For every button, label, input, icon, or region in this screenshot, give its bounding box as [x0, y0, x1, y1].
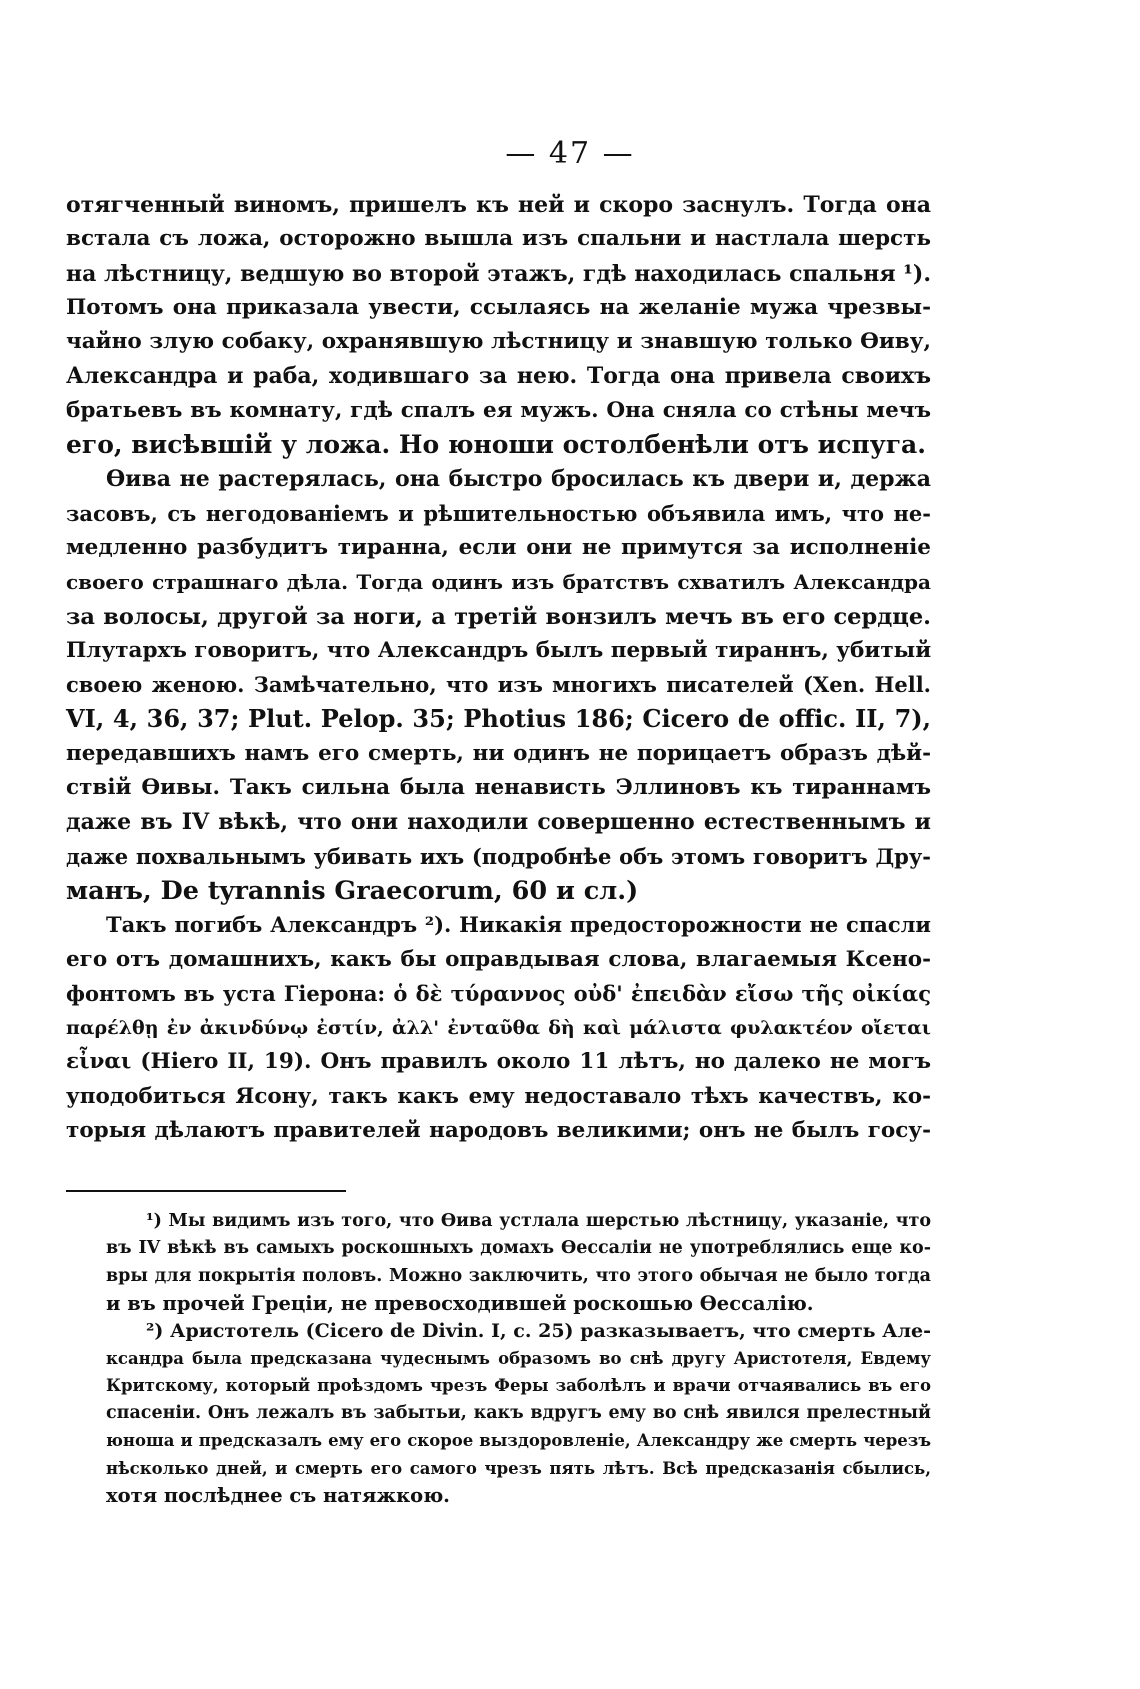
- text-line: εἶναι (Hiero II, 19). Онъ правилъ около 11 лѣтъ, но далеко не могъ: [66, 1049, 931, 1075]
- paragraph-2: [66, 462, 931, 908]
- text-line: даже похвальнымъ убивать ихъ (подробнѣе объ этомъ говоритъ Дру-: [66, 843, 931, 869]
- text-line: встала съ ложа, осторожно вышла изъ спальни и настлала шерсть: [66, 226, 931, 252]
- footnote-separator: [66, 1190, 346, 1192]
- text-line: за волосы, другой за ноги, а третій вонзилъ мечъ въ его сердце.: [66, 603, 931, 630]
- footnote-line: хотя послѣднее съ натяжкою.: [106, 1484, 450, 1508]
- text-line: Александра и раба, ходившаго за нею. Тогда она привела своихъ: [66, 363, 931, 390]
- text-line: торыя дѣлаютъ правителей народовъ великими; онъ не былъ госу-: [66, 1118, 931, 1144]
- footnote-line: нѣсколько дней, и смерть его самого чрезъ пять лѣтъ. Всѣ предсказанія сбылись,: [106, 1458, 931, 1478]
- paragraph-1: [66, 188, 931, 462]
- text-line: уподобиться Ясону, такъ какъ ему недоставало тѣхъ качествъ, ко-: [66, 1083, 931, 1109]
- footnote-line: спасеніи. Онъ лежалъ въ забытьи, какъ вдругъ ему во снѣ явился прелестный: [106, 1402, 931, 1423]
- footnote-2: [66, 1318, 931, 1510]
- footnote-line: вры для покрытія половъ. Можно заключить, что этого обычая не было тогда: [106, 1265, 931, 1286]
- footnote-line: ксандра была предсказана чудеснымъ образомъ во снѣ другу Аристотеля, Евдему: [106, 1349, 931, 1369]
- footnote-line: ¹) Мы видимъ изъ того, что Өива устлала шерстью лѣстницу, указаніе, что: [146, 1211, 931, 1231]
- text-line: Потомъ она приказала увести, ссылаясь на желаніе мужа чрезвы-: [66, 294, 931, 320]
- text-line: даже въ IV вѣкѣ, что они находили совершенно естественнымъ и: [66, 809, 931, 836]
- text-line: его, висѣвшій у ложа. Но юноши остолбенѣли отъ испуга.: [66, 430, 926, 460]
- text-line: манъ, De tyrannis Graecorum, 60 и сл.): [66, 875, 639, 906]
- text-line: фонтомъ въ уста Гіерона: ὁ δὲ τύραννος οὐδ' ἐπειδὰν εἴσω τῆς οἰκίας: [66, 980, 931, 1006]
- text-line: братьевъ въ комнату, гдѣ спалъ ея мужъ. Она сняла со стѣны мечъ: [66, 397, 931, 423]
- footnote-line: ²) Аристотель (Cicero de Divin. I, c. 25) разказываетъ, что смерть Але-: [146, 1319, 931, 1342]
- text-line: VI, 4, 36, 37; Plut. Pelop. 35; Photius 186; Cicero de offic. II, 7),: [66, 704, 931, 734]
- text-line: медленно разбудитъ тиранна, если они не примутся за исполненіе: [66, 534, 931, 560]
- text-line: Өива не растерялась, она быстро бросилась къ двери и, держа: [106, 466, 931, 493]
- text-line: своею женою. Замѣчательно, что изъ многихъ писателей (Xen. Hell.: [66, 672, 931, 698]
- page-number: — 47 —: [505, 136, 635, 171]
- text-line: его отъ домашнихъ, какъ бы оправдывая слова, влагаемыя Ксено-: [66, 946, 931, 972]
- footnote-1: [66, 1208, 931, 1318]
- text-line: засовъ, съ негодованіемъ и рѣшительностью объявила имъ, что не-: [66, 500, 931, 526]
- footnote-line: Критскому, который проѣздомъ чрезъ Феры заболѣлъ и врачи отчаявались въ его: [106, 1376, 931, 1396]
- main-text: [66, 188, 931, 1148]
- text-line: ствій Өивы. Такъ сильна была ненависть Эллиновъ къ тираннамъ: [66, 775, 931, 801]
- text-line: Такъ погибъ Александръ ²). Никакія предосторожности не спасли: [106, 912, 931, 938]
- text-line: на лѣстницу, ведшую во второй этажъ, гдѣ находилась спальня ¹).: [66, 260, 931, 287]
- footnote-line: въ IV вѣкѣ въ самыхъ роскошныхъ домахъ Өессаліи не употреблялись еще ко-: [106, 1238, 931, 1259]
- text-line: чайно злую собаку, охранявшую лѣстницу и знавшую только Өиву,: [66, 329, 931, 355]
- footnote-line: и въ прочей Греціи, не превосходившей роскошью Өессалію.: [106, 1292, 814, 1316]
- text-line: своего страшнаго дѣла. Тогда одинъ изъ братствъ схватилъ Александра: [66, 570, 931, 595]
- footnote-line: юноша и предсказалъ ему его скорое выздоровленіе, Александру же смерть черезъ: [106, 1431, 931, 1451]
- text-line: отягченный виномъ, пришелъ къ ней и скоро заснулъ. Тогда она: [66, 192, 931, 218]
- paragraph-3: [66, 908, 931, 1148]
- footnotes: [66, 1208, 931, 1509]
- text-line: передавшихъ намъ его смерть, ни одинъ не порицаетъ образъ дѣй-: [66, 740, 931, 766]
- text-line: παρέλθῃ ἐν ἀκινδύνῳ ἐστίν, ἀλλ' ἐνταῦθα δὴ καὶ μάλιστα φυλακτέον οἴεται: [66, 1017, 931, 1040]
- text-line: Плутархъ говоритъ, что Александръ былъ первый тираннъ, убитый: [66, 637, 932, 663]
